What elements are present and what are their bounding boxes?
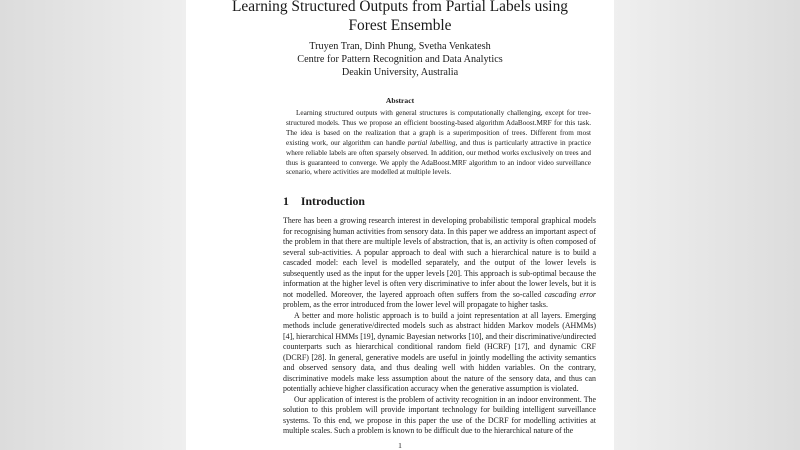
- paragraph-3: Our application of interest is the problem of activity recognition in an indoor environment. The solution to this problem will provide important technology for building intelligent surveillance systems. To this end, we propose in this paper the use of the DCRF for modelling activities at multiple scales. Such a problem is known to be difficult due to the hierarchical nature of the: [283, 394, 596, 435]
- paper-page: [186, 0, 614, 450]
- paragraph-1-text-b: problem, as the error introduced from the lower level will propagate to higher tasks.: [283, 300, 548, 309]
- title-line-1: Learning Structured Outputs from Partial Labels using: [232, 0, 568, 15]
- abstract-text-2: , and thus is particularly attractive in practice where reliable labels are often sparsely observed. In addition, our method works exclusively on trees and thus is guaranteed to converge. We apply the AdaBoost.MRF algorithm to an indoor video surveillance scenario, where activities are modelled at multiple levels.: [286, 138, 591, 177]
- section-number: 1: [283, 194, 289, 208]
- abstract-body: [286, 109, 591, 178]
- introduction-body: [283, 216, 596, 437]
- title-line-2: Forest Ensemble: [348, 17, 452, 34]
- viewer-background-left: [0, 0, 186, 450]
- abstract-heading: Abstract: [385, 96, 415, 105]
- section-heading: [283, 194, 377, 209]
- paragraph-2: A better and more holistic approach is to build a joint representation at all layers. Emerging methods include generative/directed models such as abstract hidden Markov models (AHMMs) [4], hierarchical HMMs [19], dynamic Bayesian networks [10], and their discriminative/undirected counterparts such as hierarchical conditional random field (HCRF) [17], and dynamic CRF (DCRF) [28]. In general, generative models are useful in jointly modelling the activity semantics and observed sensory data, and thus dealing well with hidden variables. On the contrary, discriminative models make less assumption about the nature of the sensory data, and thus can potentially achieve higher classification accuracy when the generative assumption is violated.: [283, 310, 596, 393]
- affiliation-line-1: Centre for Pattern Recognition and Data Analytics: [297, 54, 503, 65]
- author-list: Truyen Tran, Dinh Phung, Svetha Venkatesh: [309, 41, 491, 52]
- paragraph-1: [283, 216, 596, 311]
- viewer-background-right: [614, 0, 800, 450]
- abstract-text-1: Learning structured outputs with general structures is computationally challenging, except for tree-structured models. Thus we propose an efficient boosting-based algorithm AdaBoost.MRF for this task. The idea is based on the realization that a graph is a superimposition of trees. Different from most existing work, our algorithm can handle: [286, 109, 591, 147]
- page-number: 1: [398, 441, 402, 450]
- section-title: Introduction: [300, 194, 365, 208]
- affiliation-line-2: Deakin University, Australia: [341, 67, 459, 78]
- paragraph-1-emphasis: cascading error: [544, 289, 596, 299]
- paper-title: [186, 0, 614, 35]
- abstract-emphasis: partial labelling: [407, 138, 456, 147]
- paragraph-1-text-a: There has been a growing research interest in developing probabilistic temporal graphical models for recognising human activities from sensory data. In this paper we address an important aspect of the problem in that there are multiple levels of abstraction, that is, an activity is often composed of several sub-activities. A popular approach to deal with such a hierarchical nature is to build a cascaded model: each level is modelled separately, and the output of the lower levels is subsequently used as the input for the upper levels [20]. This approach is sub-optimal because the information at the higher level is often very discriminative to infer about the lower levels, but it is not modelled. Moreover, the layered approach often suffers from the so-called: [283, 216, 596, 299]
